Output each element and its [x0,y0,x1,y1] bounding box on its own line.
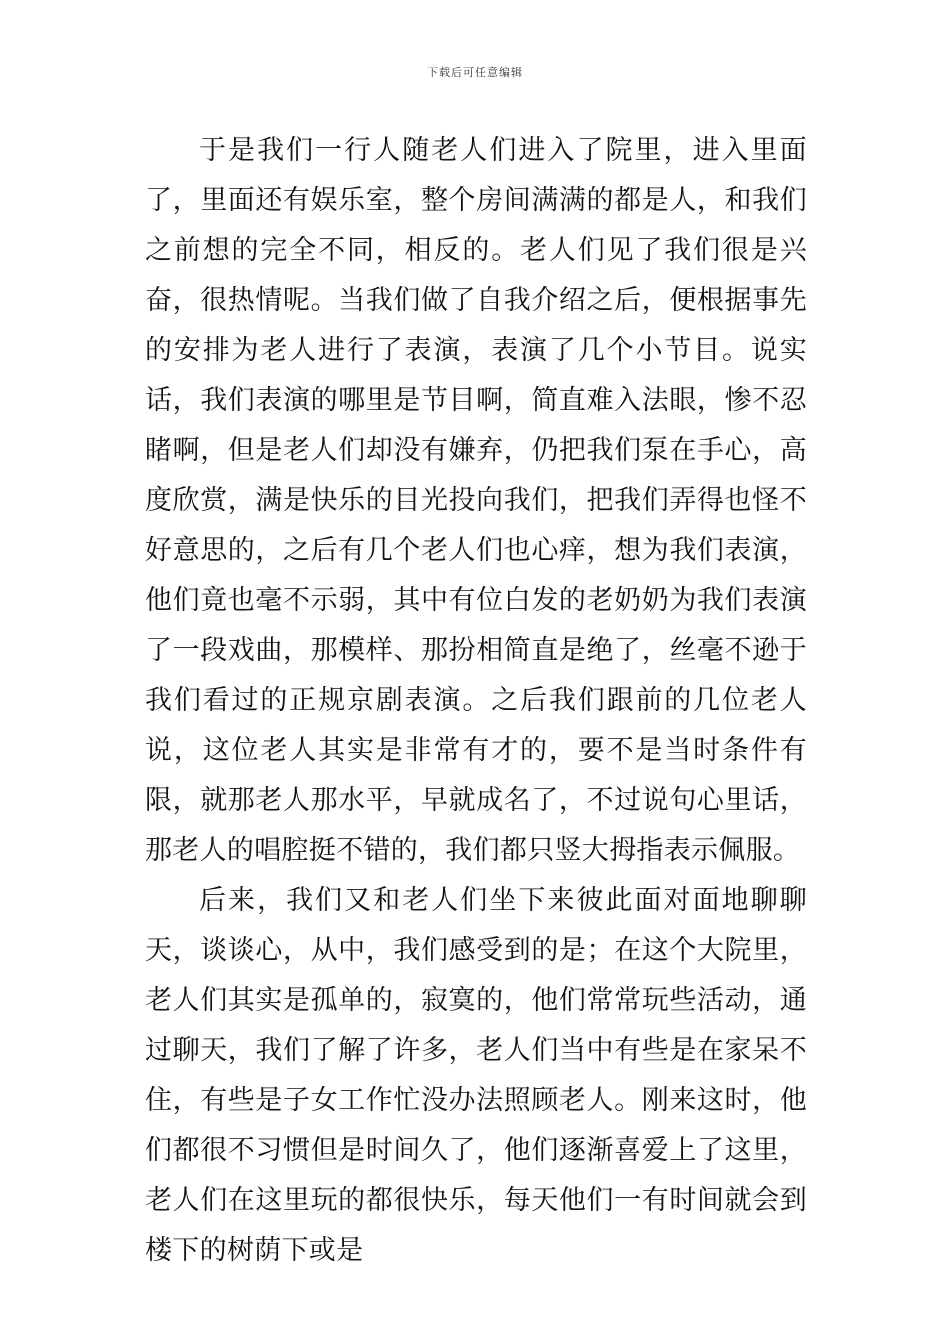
page-header: 下载后可任意编辑 [427,66,523,79]
paragraph: 后来，我们又和老人们坐下来彼此面对面地聊聊天，谈谈心，从中，我们感受到的是；在这个大院里，老人们其实是孤单的，寂寞的，他们常常玩些活动，通过聊天，我们了解了许多，老人们当中有些是在家呆不住，有些是子女工作忙没办法照顾老人。刚来这时，他们都很不习惯但是时间久了，他们逐渐喜爱上了这里，老人们在这里玩的都很快乐，每天他们一有时间就会到楼下的树荫下或是 [145,885,807,1266]
document-body [145,126,807,1276]
paragraph: 于是我们一行人随老人们进入了院里，进入里面了，里面还有娱乐室，整个房间满满的都是人，和我们之前想的完全不同，相反的。老人们见了我们很是兴奋，很热情呢。当我们做了自我介绍之后，便根据事先的安排为老人进行了表演，表演了几个小节目。说实话，我们表演的哪里是节目啊，简直难入法眼，惨不忍睹啊，但是老人们却没有嫌弃，仍把我们泵在手心，高度欣赏，满是快乐的目光投向我们，把我们弄得也怪不好意思的，之后有几个老人们也心痒，想为我们表演，他们竟也毫不示弱，其中有位白发的老奶奶为我们表演了一段戏曲，那模样、那扮相简直是绝了，丝毫不逊于我们看过的正规京剧表演。之后我们跟前的几位老人说，这位老人其实是非常有才的，要不是当时条件有限，就那老人那水平，早就成名了，不过说句心里话，那老人的唱腔挺不错的，我们都只竖大拇指表示佩服。 [145,135,807,866]
